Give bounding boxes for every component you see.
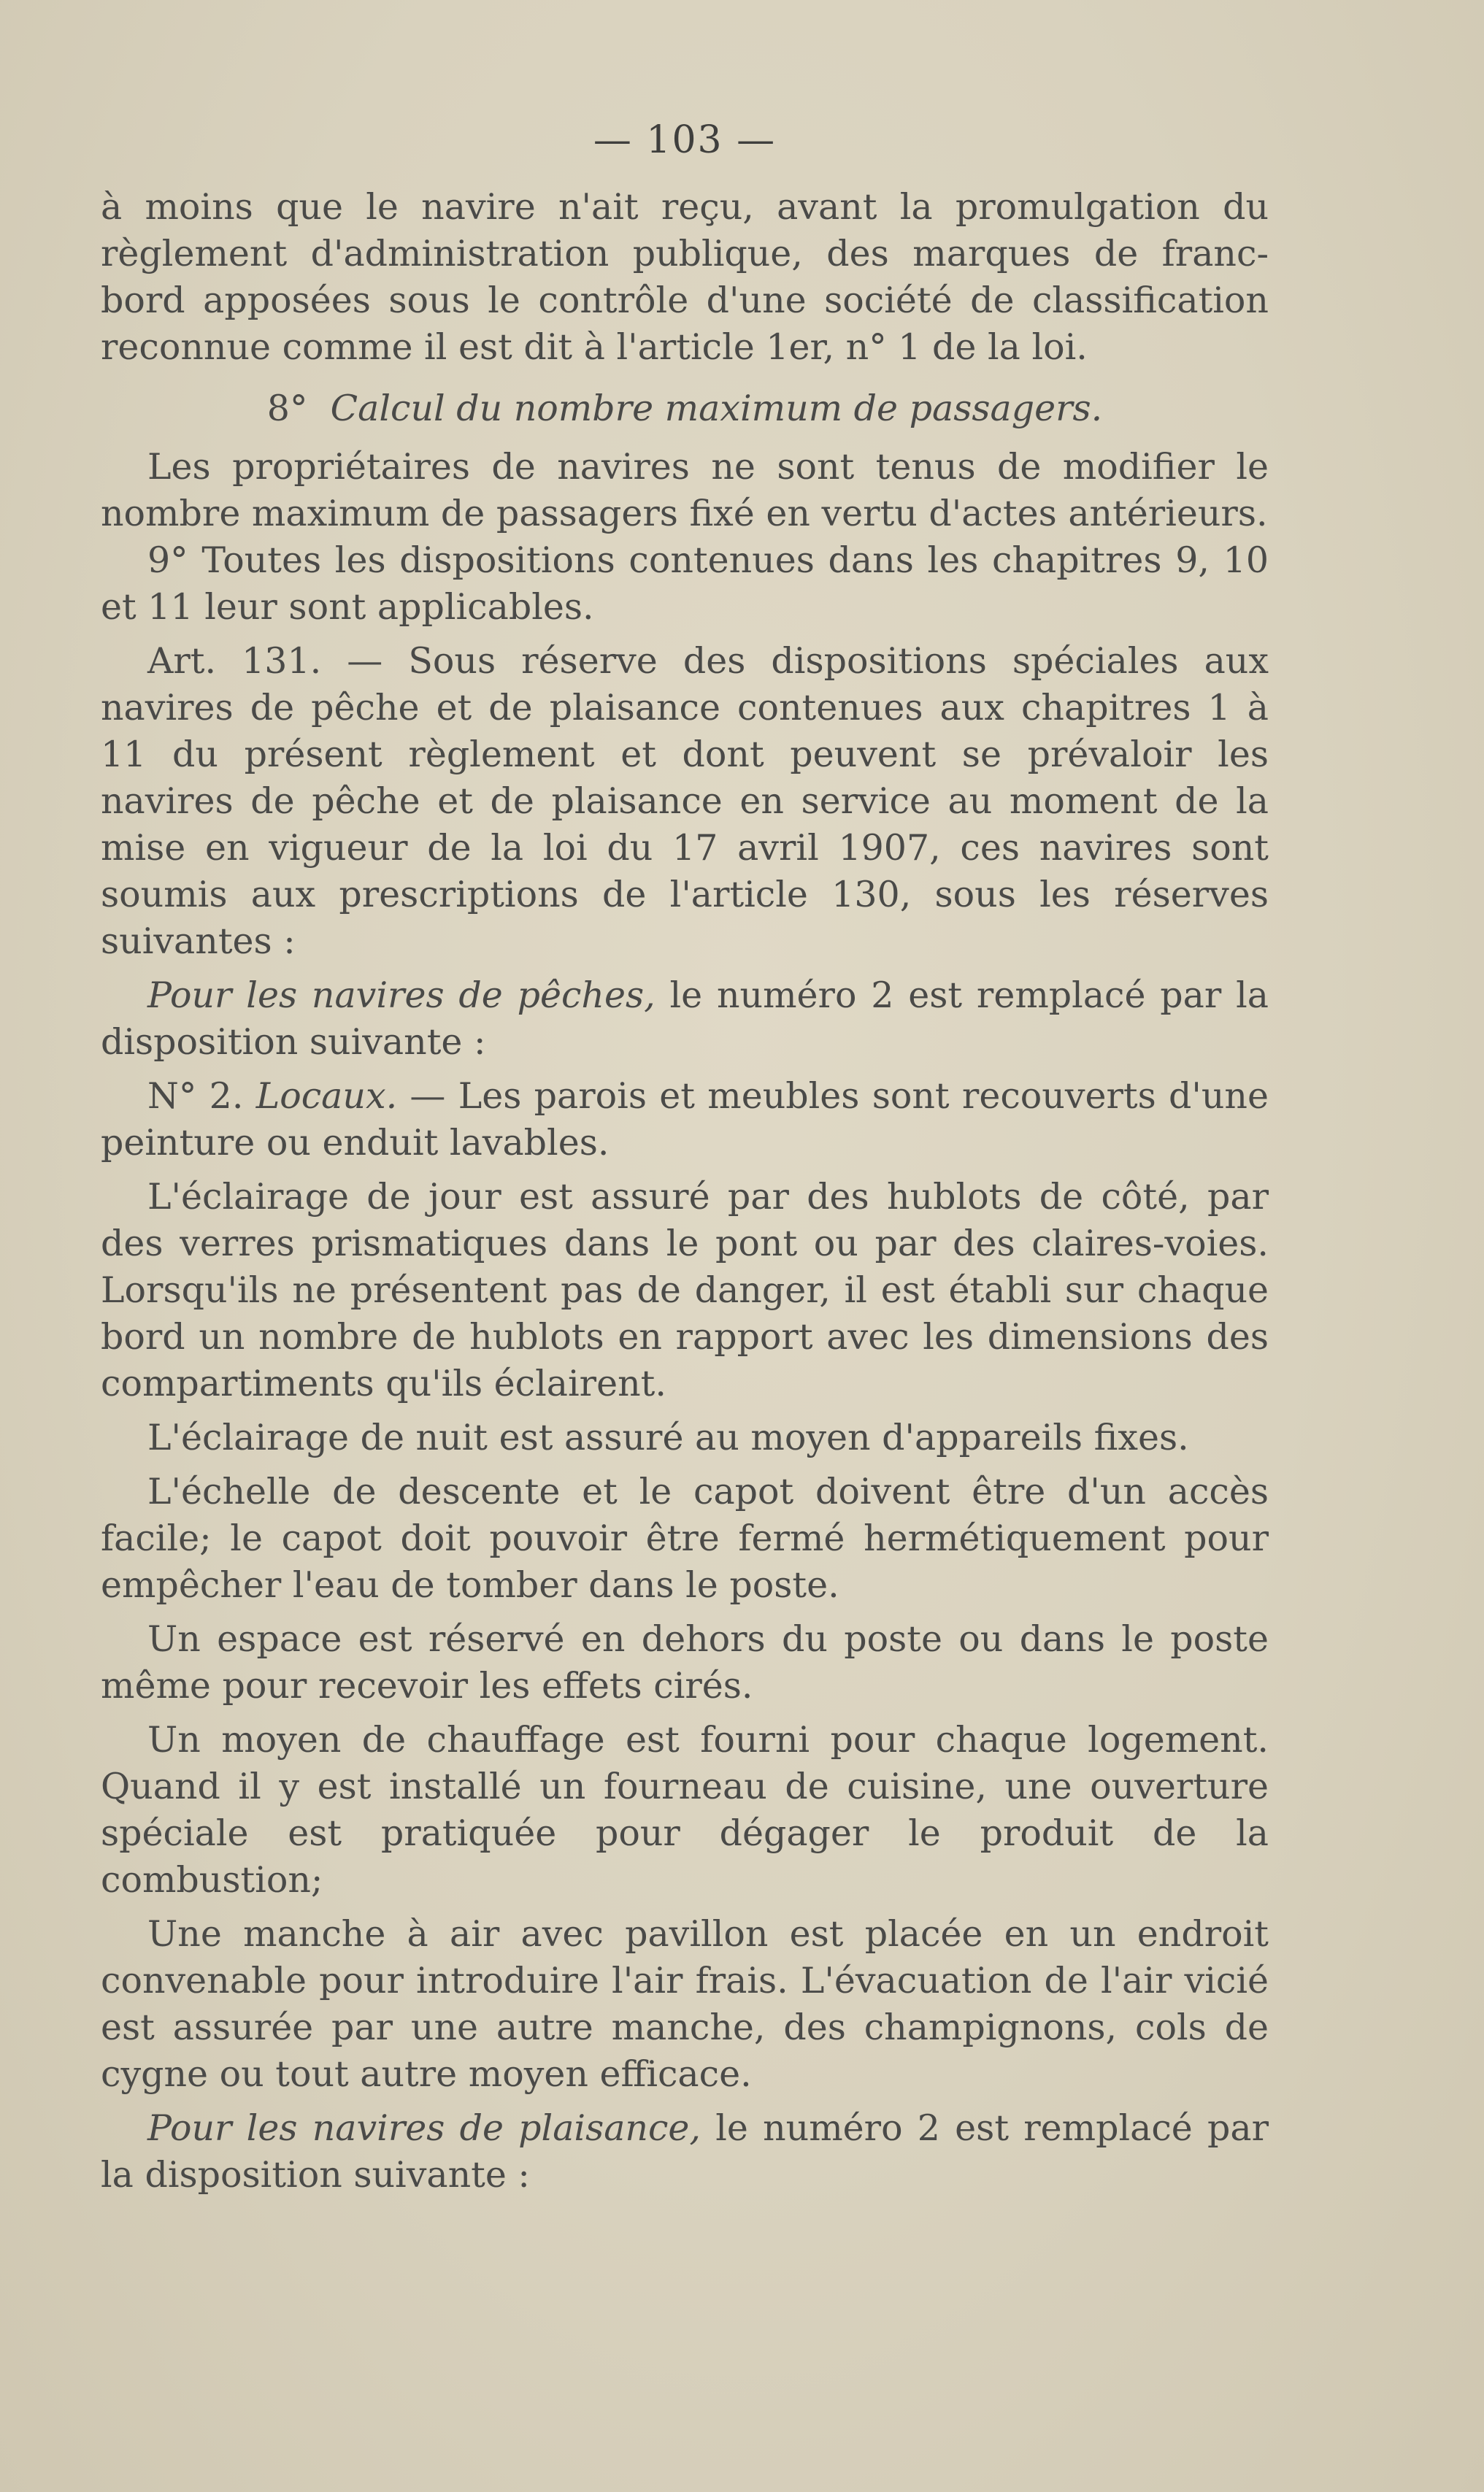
- paragraph-ventilation: Une manche à air avec pavillon est placée en un endroit convenable pour introduire l'air frais. L'évacuation de l'air vicié est assurée par une autre manche, des champignons, cols de cygne ou tout autre moyen efficace.: [101, 1913, 1269, 2095]
- paragraph-ladder: L'échelle de descente et le capot doivent être d'un accès facile; le capot doit pouvoir être fermé hermétiquement pour empêcher l'eau de tomber dans le poste.: [101, 1471, 1269, 1606]
- paragraph-heating: Un moyen de chauffage est fourni pour chaque logement. Quand il y est installé un fourneau de cuisine, une ouverture spéciale est pratiquée pour dégager le produit de la combustion;: [101, 1719, 1269, 1901]
- section-title: Calcul du nombre maximum de passagers.: [330, 388, 1103, 429]
- paragraph-owners: Les propriétaires de navires ne sont tenus de modifier le nombre maximum de passagers fixé en vertu d'actes antérieurs.: [101, 446, 1269, 534]
- paragraph-article-131: Art. 131. — Sous réserve des dispositions spéciales aux navires de pêche et de plaisance contenues aux chapitres 1 à 11 du présent règlement et dont peuvent se prévaloir les navires de pêche et de plaisance en service au moment de la mise en vigueur de la loi du 17 avril 1907, ces navires sont soumis aux prescriptions de l'article 130, sous les réserves suivantes :: [101, 640, 1269, 962]
- fishing-vessels-label: Pour les navires de pêches,: [147, 974, 656, 1016]
- section-number: 8°: [266, 388, 308, 429]
- section-heading-8: [101, 385, 1269, 432]
- page-number: — 103 —: [593, 118, 777, 162]
- paragraph-pleasure-vessels: [101, 2105, 1269, 2199]
- page-body: [101, 117, 1269, 2199]
- number-2-label: N° 2.: [147, 1075, 244, 1117]
- paragraph-space: Un espace est réservé en dehors du poste ou dans le poste même pour recevoir les effets cirés.: [101, 1618, 1269, 1707]
- paragraph-fishing-vessels: [101, 972, 1269, 1066]
- pleasure-vessels-label: Pour les navires de plaisance,: [147, 2107, 701, 2149]
- paragraph-night-lighting: L'éclairage de nuit est assuré au moyen d'appareils fixes.: [147, 1417, 1189, 1458]
- paragraph-continuation: à moins que le navire n'ait reçu, avant la promulgation du règlement d'administration publique, des marques de franc-bord apposées sous le contrôle d'une société de classification reconnue comme il est dit à l'article 1er, n° 1 de la loi.: [101, 186, 1269, 368]
- paragraph-item-9: 9° Toutes les dispositions contenues dans les chapitres 9, 10 et 11 leur sont applicables.: [101, 539, 1269, 628]
- paragraph-daylight: L'éclairage de jour est assuré par des hublots de côté, par des verres prismatiques dans le pont ou par des claires-voies. Lorsqu'ils ne présentent pas de danger, il est établi sur chaque bord un nombre de hublots en rapport avec les dimensions des compartiments qu'ils éclairent.: [101, 1176, 1269, 1404]
- pleasure-vessels-text: le numéro 2 est remplacé par la disposition suivante :: [101, 2107, 1269, 2196]
- fishing-vessels-text: le numéro 2 est remplacé par la disposition suivante :: [101, 974, 1269, 1063]
- locaux-text: — Les parois et meubles sont recouverts d'une peinture ou enduit lavables.: [101, 1075, 1269, 1164]
- paragraph-number-2: [101, 1073, 1269, 1166]
- locaux-label: Locaux.: [255, 1075, 398, 1117]
